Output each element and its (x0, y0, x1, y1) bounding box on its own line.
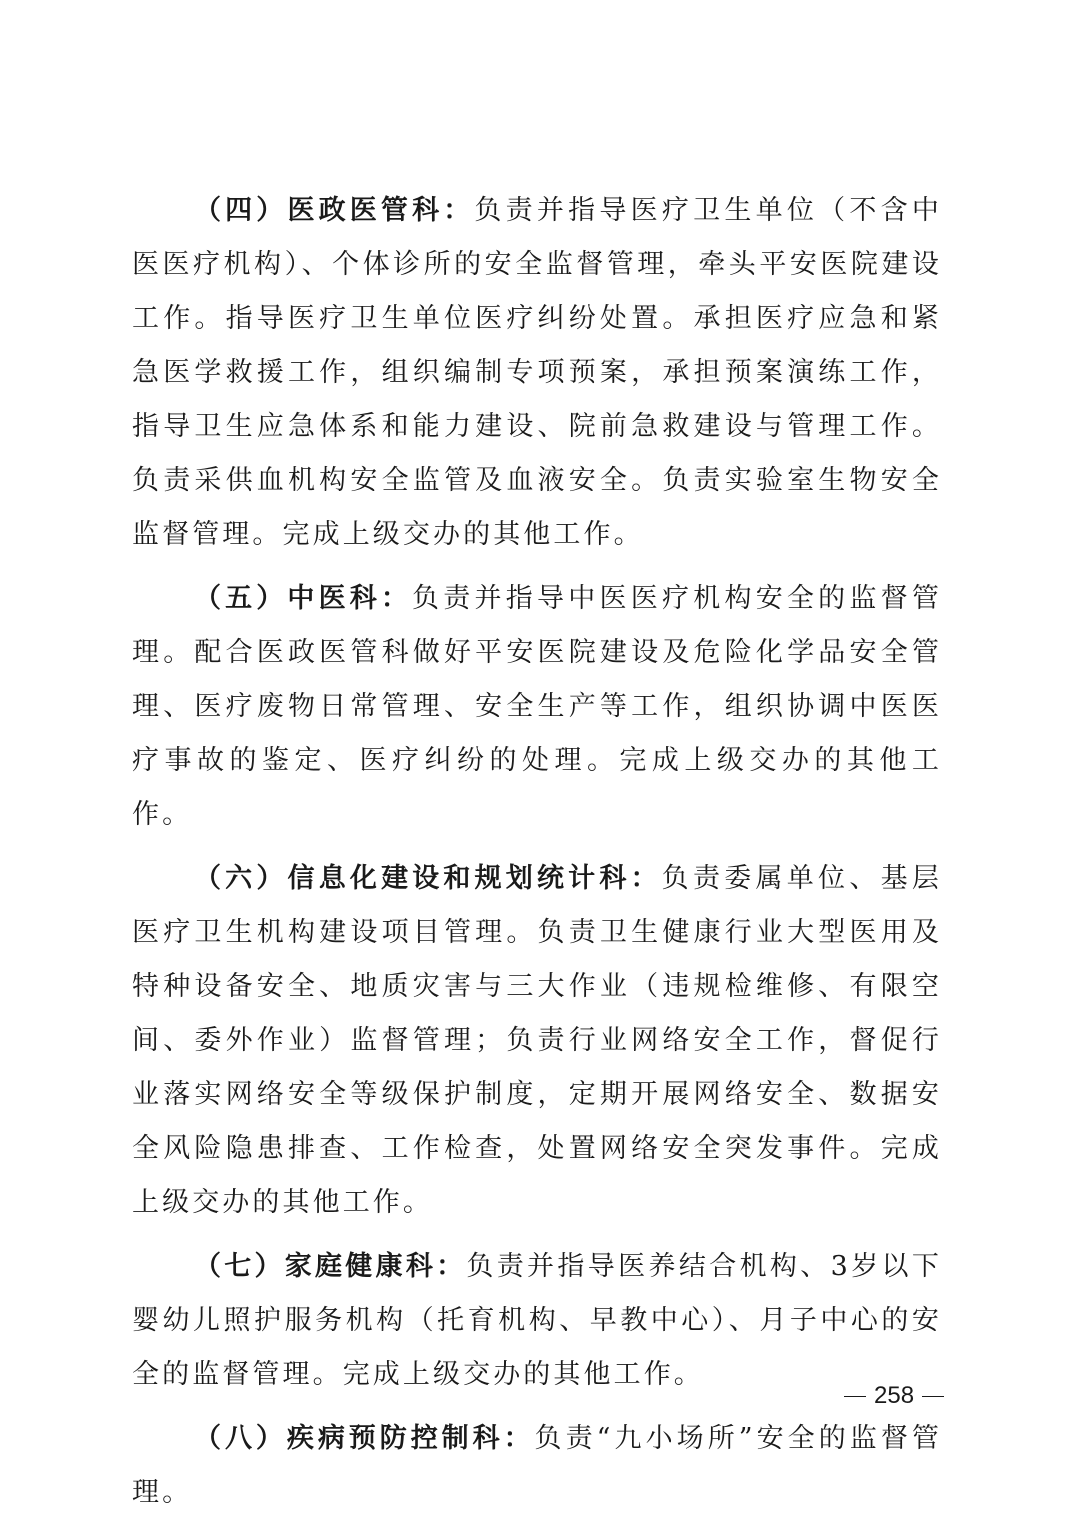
section-text: 负责并指导医疗卫生单位（不含中医医疗机构）、个体诊所的安全监督管理，牵头平安医院建设工作。指导医疗卫生单位医疗纠纷处置。承担医疗应急和紧急医学救援工作，组织编制专项预案，承担预案演练工作，指导卫生应急体系和能力建设、院前急救建设与管理工作。负责采供血机构安全监管及血液安全。负责实验室生物安全监督管理。完成上级交办的其他工作。 (132, 195, 943, 550)
section-text: 负责并指导中医医疗机构安全的监督管理。配合医政医管科做好平安医院建设及危险化学品安全管理、医疗废物日常管理、安全生产等工作，组织协调中医医疗事故的鉴定、医疗纠纷的处理。完成上级交办的其他工作。 (132, 583, 943, 830)
page-number: 258 (874, 1382, 915, 1409)
section-heading: （八）疾病预防控制科： (194, 1423, 535, 1454)
section-text: 负责并指导医养结合机构、3岁以下婴幼儿照护服务机构（托育机构、早教中心）、月子中心的安全的监督管理。完成上级交办的其他工作。 (132, 1251, 943, 1390)
page-number-dash-left (844, 1396, 866, 1397)
document-body (132, 184, 942, 1530)
page-footer (836, 1382, 952, 1410)
section-text: 负责“九小场所”安全的监督管理。 (132, 1423, 943, 1508)
section-heading: （四）医政医管科： (194, 195, 475, 226)
paragraph-family-health (132, 1240, 942, 1402)
section-heading: （五）中医科： (194, 583, 413, 614)
section-heading: （六）信息化建设和规划统计科： (194, 863, 662, 894)
page-number-dash-right (922, 1396, 944, 1397)
section-heading: （七）家庭健康科： (194, 1251, 467, 1282)
section-text: 负责委属单位、基层医疗卫生机构建设项目管理。负责卫生健康行业大型医用及特种设备安全、地质灾害与三大作业（违规检维修、有限空间、委外作业）监督管理；负责行业网络安全工作，督促行业落实网络安全等级保护制度，定期开展网络安全、数据安全风险隐患排查、工作检查，处置网络安全突发事件。完成上级交办的其他工作。 (132, 863, 942, 1218)
paragraph-tcm (132, 572, 942, 842)
paragraph-informatization-planning (132, 852, 942, 1230)
paragraph-medical-administration (132, 184, 942, 562)
paragraph-disease-control (132, 1412, 942, 1520)
